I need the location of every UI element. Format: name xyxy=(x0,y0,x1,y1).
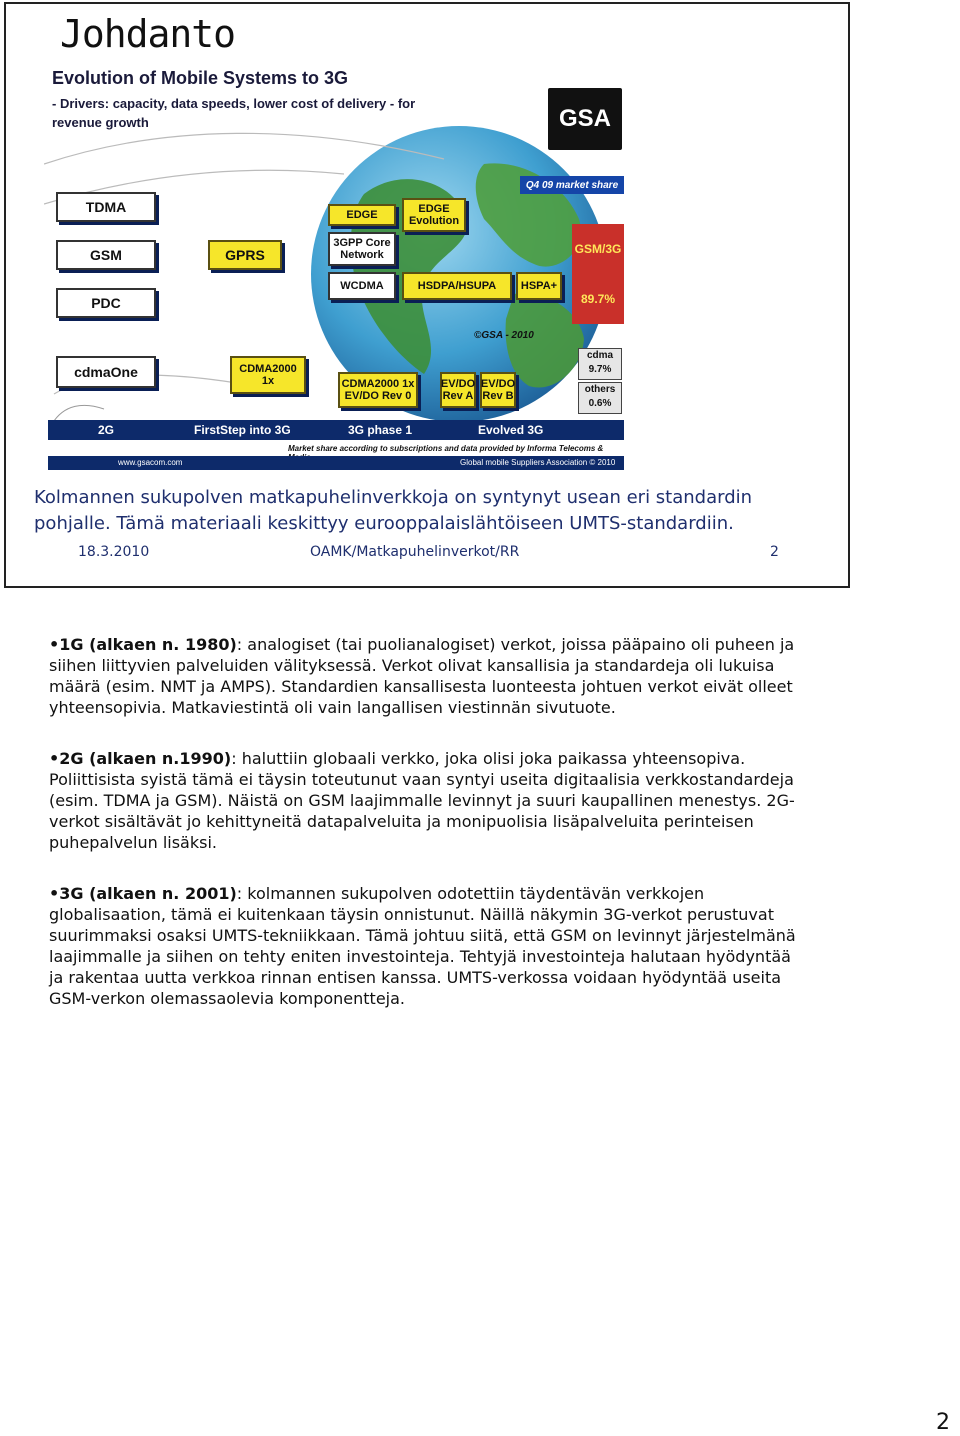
hspa-plus-box: HSPA+ xyxy=(516,272,562,300)
page-number: 2 xyxy=(936,1410,950,1435)
note-2g xyxy=(49,748,809,853)
slide-title: Johdanto xyxy=(60,12,236,56)
figure-copyright: ©GSA - 2010 xyxy=(474,330,534,341)
phase-2g: 2G xyxy=(98,423,115,437)
gsm-share xyxy=(572,224,624,324)
cdma-share-label: cdma xyxy=(586,350,614,361)
figure-footer-url: www.gsacom.com xyxy=(118,458,183,467)
note-1g-lead: •1G (alkaen n. 1980) xyxy=(49,635,237,654)
gsm-share-label: GSM/3G xyxy=(574,242,622,256)
cdmaone-box: cdmaOne xyxy=(56,356,156,388)
figure-heading: Evolution of Mobile Systems to 3G xyxy=(52,68,349,88)
phase-evolved-3g: Evolved 3G xyxy=(478,423,544,437)
note-3g xyxy=(49,883,809,1009)
wcdma-box: WCDMA xyxy=(328,272,396,300)
phase-bar xyxy=(48,420,624,440)
gsm-share-value: 89.7% xyxy=(580,292,616,306)
gsa-logo: GSA xyxy=(548,88,622,150)
edge-evolution-box: EDGE Evolution xyxy=(402,198,466,232)
notes-section xyxy=(49,634,809,1039)
evdo-rev-a-box: EV/DO Rev A xyxy=(440,372,476,408)
figure-footer-credit: Global mobile Suppliers Association © 2010 xyxy=(460,458,616,467)
gsm-box: GSM xyxy=(56,240,156,270)
hspa-box: HSDPA/HSUPA xyxy=(402,272,512,300)
phase-first-step: FirstStep into 3G xyxy=(194,423,291,437)
cdma2000-evdo-box: CDMA2000 1x EV/DO Rev 0 xyxy=(338,372,418,408)
slide-footer-date: 18.3.2010 xyxy=(78,544,150,560)
note-2g-lead: •2G (alkaen n.1990) xyxy=(49,749,232,768)
note-3g-lead: •3G (alkaen n. 2001) xyxy=(49,884,237,903)
phase-3g-phase1: 3G phase 1 xyxy=(348,423,413,437)
slide-footer-number: 2 xyxy=(770,544,779,560)
tdma-box: TDMA xyxy=(56,192,156,222)
market-share-badge: Q4 09 market share xyxy=(520,176,624,194)
others-share-label: others xyxy=(584,384,616,395)
figure-footer xyxy=(48,456,624,470)
slide-frame xyxy=(4,2,850,588)
core-network-box: 3GPP Core Network xyxy=(328,232,396,266)
edge-box: EDGE xyxy=(328,204,396,226)
slide-footer-course: OAMK/Matkapuhelinverkot/RR xyxy=(310,544,520,560)
others-share xyxy=(578,382,622,414)
evdo-rev-b-box: EV/DO Rev B xyxy=(480,372,516,408)
note-1g xyxy=(49,634,809,718)
pdc-box: PDC xyxy=(56,288,156,318)
slide-caption: Kolmannen sukupolven matkapuhelinverkkoja on syntynyt usean eri standardin pohjalle. Tämä materiaali keskittyy eurooppalaislähtöiseen UMTS-standardiin. xyxy=(34,487,753,534)
evolution-figure xyxy=(44,64,624,470)
cdma2000-box: CDMA2000 1x xyxy=(230,356,306,394)
note-1g-text: : analogiset (tai puolianalogiset) verkot, joissa pääpaino oli puheen ja siihen liittyvien palveluiden välityksessä. Verkot olivat kansallisia ja standardeja oli lukuisa määrä (esim. NMT ja AMPS). Standardien kansallisesta luonteesta johtuen verkot eivät olleet yhteensopivia. Matkaviestintä oli vain langallisen viestinnän sivutuote. xyxy=(49,635,795,717)
figure-drivers: - Drivers: capacity, data speeds, lower cost of delivery - for revenue growth xyxy=(52,96,416,130)
cdma-share xyxy=(578,348,622,380)
others-share-value: 0.6% xyxy=(588,398,612,409)
gprs-box: GPRS xyxy=(208,240,282,270)
note-2g-text: : haluttiin globaali verkko, joka olisi joka paikassa yhteensopiva. Poliittisista syistä tämä ei täysin toteutunut vaan syntyi useita digitaalisia verkkostandardeja (esim. TDMA ja GSM). Näistä on GSM laajimmalle levinnyt ja suuri kaupallinen menestys. 2G-verkot sisältävät jo kehittyneitä datapalveluita ja monipuolisia lisäpalveluita perinteisen puhepalvelun lisäksi. xyxy=(49,749,795,852)
note-3g-text: : kolmannen sukupolven odotettiin täydentävän verkkojen globalisaation, tämä ei kuitenkaan täysin onnistunut. Näillä näkymin 3G-verkot perustuvat suurimmaksi osaksi UMTS-tekniikkaan. Tämä johtuu siitä, että GSM on levinnyt järjestelmänä laajimmalle ja siihen on tehty eniten investointeja. Tehtyjä investointeja halutaan hyödyntää ja rakentaa uutta verkkoa rinnan entisen kanssa. UMTS-verkossa voidaan hyödyntää useita GSM-verkon olemassaolevia komponentteja. xyxy=(49,884,796,1008)
phase-note: Market share according to subscriptions and data provided by Informa Telecoms & xyxy=(288,444,604,453)
cdma-share-value: 9.7% xyxy=(588,364,612,375)
